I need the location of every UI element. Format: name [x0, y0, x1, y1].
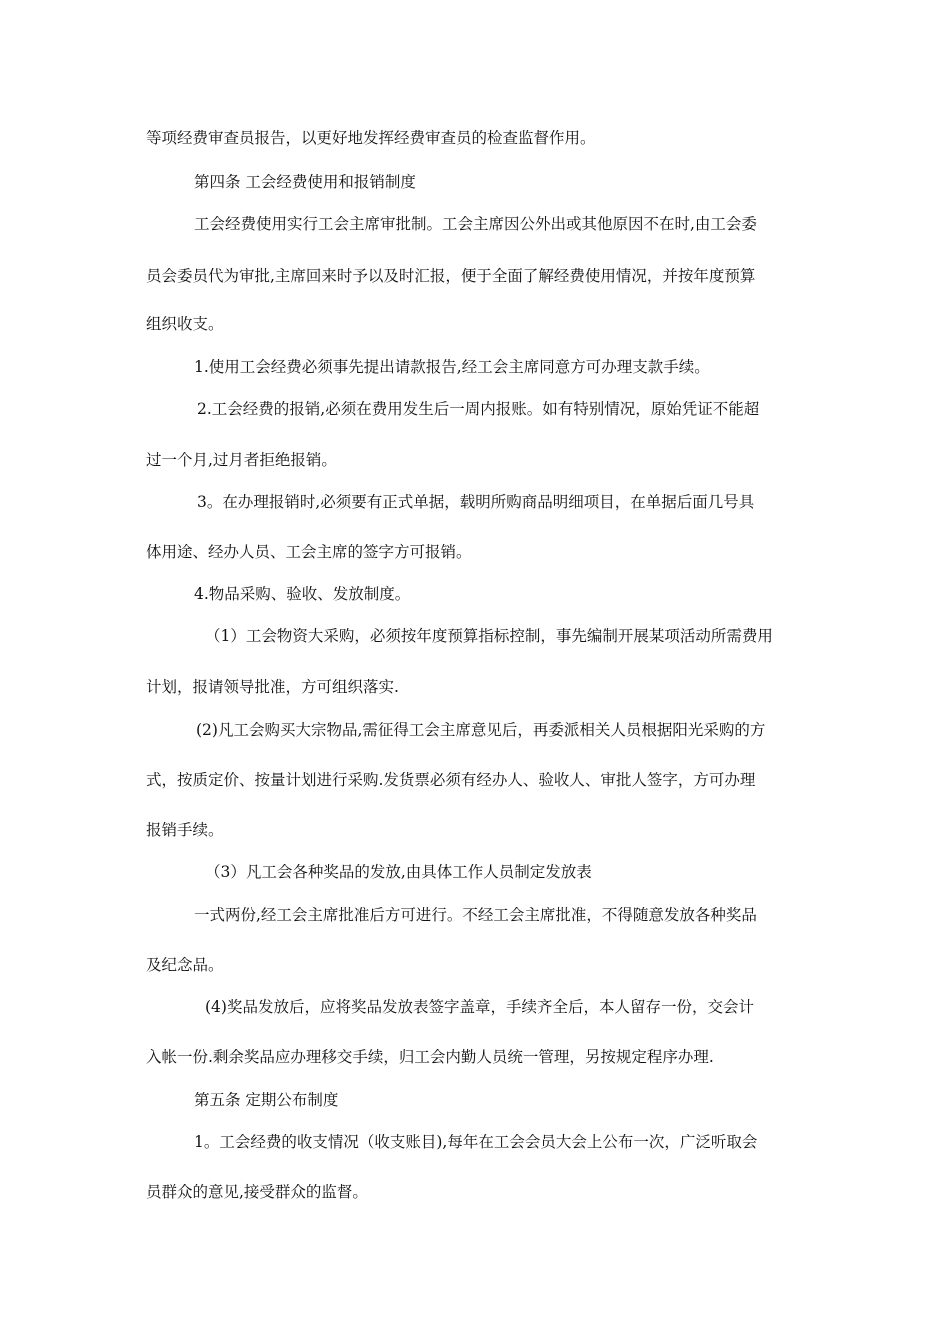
list-item-text: 1.使用工会经费必须事先提出请款报告,经工会主席同意方可办理支款手续。 — [194, 358, 710, 376]
body-text-line: 工会经费使用实行工会主席审批制。工会主席因公外出或其他原因不在时,由工会委 — [194, 215, 757, 233]
body-text-line: 过一个月,过月者拒绝报销。 — [146, 451, 337, 469]
body-text-line: 报销手续。 — [146, 821, 224, 839]
sub-item-text: (4)奖品发放后，应将奖品发放表签字盖章，手续齐全后，本人留存一份，交会计 — [205, 998, 754, 1016]
body-text-line: 入帐一份.剩余奖品应办理移交手续，归工会内勤人员统一管理，另按规定程序办理. — [146, 1048, 714, 1066]
body-text-line: 计划，报请领导批准，方可组织落实. — [146, 678, 399, 696]
body-text-line: 组织收支。 — [146, 315, 224, 333]
sub-item-text: （3）凡工会各种奖品的发放,由具体工作人员制定发放表 — [205, 863, 592, 881]
sub-item-text: (2)凡工会购买大宗物品,需征得工会主席意见后，再委派相关人员根据阳光采购的方 — [196, 721, 766, 739]
list-item-text: 1。工会经费的收支情况（收支账目),每年在工会会员大会上公布一次，广泛听取会 — [194, 1133, 758, 1151]
body-text-line: 等项经费审查员报告，以更好地发挥经费审查员的检查监督作用。 — [146, 129, 596, 147]
list-item-text: 2.工会经费的报销,必须在费用发生后一周内报账。如有特别情况，原始凭证不能超 — [197, 400, 760, 418]
body-text-line: 及纪念品。 — [146, 956, 224, 974]
list-item-text: 4.物品采购、验收、发放制度。 — [194, 585, 411, 603]
body-text-line: 一式两份,经工会主席批准后方可进行。不经工会主席批准，不得随意发放各种奖品 — [194, 906, 757, 924]
sub-item-text: （1）工会物资大采购，必须按年度预算指标控制，事先编制开展某项活动所需费用 — [205, 627, 773, 645]
body-text-line: 式，按质定价、按量计划进行采购.发货票必须有经办人、验收人、审批人签字，方可办理 — [146, 771, 756, 789]
list-item-text: 3。在办理报销时,必须要有正式单据，载明所购商品明细项目，在单据后面几号具 — [197, 493, 755, 511]
article-heading: 第五条 定期公布制度 — [194, 1091, 339, 1109]
body-text-line: 体用途、经办人员、工会主席的签字方可报销。 — [146, 543, 472, 561]
body-text-line: 员群众的意见,接受群众的监督。 — [146, 1183, 368, 1201]
article-heading: 第四条 工会经费使用和报销制度 — [194, 173, 416, 191]
body-text-line: 员会委员代为审批,主席回来时予以及时汇报，便于全面了解经费使用情况，并按年度预算 — [146, 267, 756, 285]
